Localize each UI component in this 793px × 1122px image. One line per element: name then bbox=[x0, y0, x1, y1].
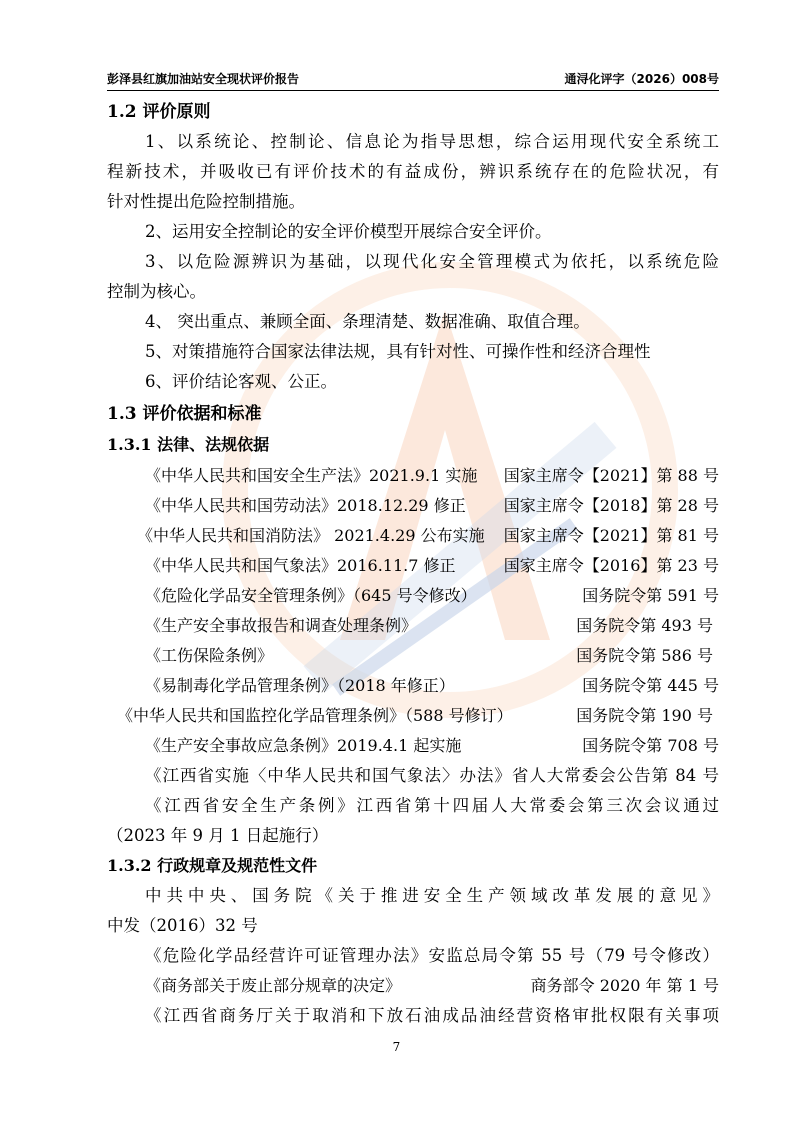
principle-1-line-2: 程新技术，并吸收已有评价技术的有益成份，辨识系统存在的危险状况，有 bbox=[107, 162, 719, 181]
page-number: 7 bbox=[392, 1040, 401, 1054]
section-heading-1-3-2: 1.3.2 行政规章及规范性文件 bbox=[107, 856, 318, 875]
law-authority: 国务院令第 708 号 bbox=[582, 736, 719, 755]
law-jiangxi-safety-line-1: 《江西省安全生产条例》江西省第十四届人大常委会第三次会议通过 bbox=[145, 796, 719, 815]
section-heading-1-2: 1.2 评价原则 bbox=[107, 102, 211, 122]
section-heading-1-3: 1.3 评价依据和标准 bbox=[107, 404, 262, 424]
law-name: 《中华人民共和国监控化学品管理条例》（588 号修订） bbox=[117, 706, 513, 725]
law-name: 《中华人民共和国安全生产法》2021.9.1 实施 bbox=[145, 466, 478, 485]
regulation-2: 《危险化学品经营许可证管理办法》安监总局令第 55 号（79 号令修改） bbox=[145, 946, 719, 965]
header-report-title: 彭泽县红旗加油站安全现状评价报告 bbox=[107, 72, 300, 86]
section-heading-1-3-1: 1.3.1 法律、法规依据 bbox=[107, 435, 270, 454]
law-name: 《中华人民共和国气象法》2016.11.7 修正 bbox=[145, 556, 456, 575]
header-report-number: 通浔化评字（2026）008号 bbox=[564, 72, 719, 86]
law-jiangxi-meteorology: 《江西省实施〈中华人民共和国气象法〉办法》省人大常委会公告第 84 号 bbox=[145, 766, 719, 785]
law-name: 《中华人民共和国劳动法》2018.12.29 修正 bbox=[145, 496, 466, 515]
principle-1-line-3: 针对性提出危险控制措施。 bbox=[107, 192, 305, 211]
regulation-name: 《商务部关于废止部分规章的决定》 bbox=[145, 976, 402, 995]
law-jiangxi-safety-line-2: （2023 年 9 月 1 日起施行） bbox=[107, 826, 329, 845]
law-name: 《工伤保险条例》 bbox=[145, 646, 274, 665]
principle-4: 4、 突出重点、兼顾全面、条理清楚、数据准确、取值合理。 bbox=[145, 312, 590, 331]
law-authority: 国务院令第 493 号 bbox=[576, 616, 713, 635]
page-header bbox=[107, 70, 719, 91]
law-authority: 国家主席令【2016】第 23 号 bbox=[503, 556, 719, 575]
principle-1-line-1: 1、以系统论、控制论、信息论为指导思想，综合运用现代安全系统工 bbox=[145, 132, 719, 151]
law-authority: 国务院令第 190 号 bbox=[576, 706, 713, 725]
principle-3-line-1: 3、以危险源辨识为基础，以现代化安全管理模式为依托，以系统危险 bbox=[145, 252, 719, 271]
regulation-4: 《江西省商务厅关于取消和下放石油成品油经营资格审批权限有关事项 bbox=[145, 1006, 719, 1025]
principle-2: 2、运用安全控制论的安全评价模型开展综合安全评价。 bbox=[145, 222, 552, 241]
law-name: 《生产安全事故应急条例》2019.4.1 起实施 bbox=[145, 736, 462, 755]
principle-5: 5、对策措施符合国家法律法规，具有针对性、可操作性和经济合理性 bbox=[145, 342, 651, 361]
regulation-1-line-1: 中共中央、国务院《关于推进安全生产领域改革发展的意见》 bbox=[145, 886, 719, 905]
law-name: 《易制毒化学品管理条例》（2018 年修正） bbox=[145, 676, 455, 695]
law-name: 《中华人民共和国消防法》 2021.4.29 公布实施 bbox=[137, 526, 485, 545]
regulation-authority: 商务部令 2020 年 第 1 号 bbox=[530, 976, 719, 995]
law-name: 《生产安全事故报告和调查处理条例》 bbox=[145, 616, 418, 635]
law-authority: 国务院令第 591 号 bbox=[582, 586, 719, 605]
principle-3-line-2: 控制为核心。 bbox=[107, 282, 206, 301]
law-authority: 国家主席令【2021】第 88 号 bbox=[503, 466, 719, 485]
law-authority: 国务院令第 586 号 bbox=[576, 646, 713, 665]
law-authority: 国家主席令【2018】第 28 号 bbox=[503, 496, 719, 515]
law-name: 《危险化学品安全管理条例》（645 号令修改） bbox=[145, 586, 477, 605]
law-authority: 国家主席令【2021】第 81 号 bbox=[503, 526, 719, 545]
law-authority: 国务院令第 445 号 bbox=[582, 676, 719, 695]
regulation-1-line-2: 中发（2016）32 号 bbox=[107, 916, 258, 935]
principle-6: 6、评价结论客观、公正。 bbox=[145, 372, 337, 391]
